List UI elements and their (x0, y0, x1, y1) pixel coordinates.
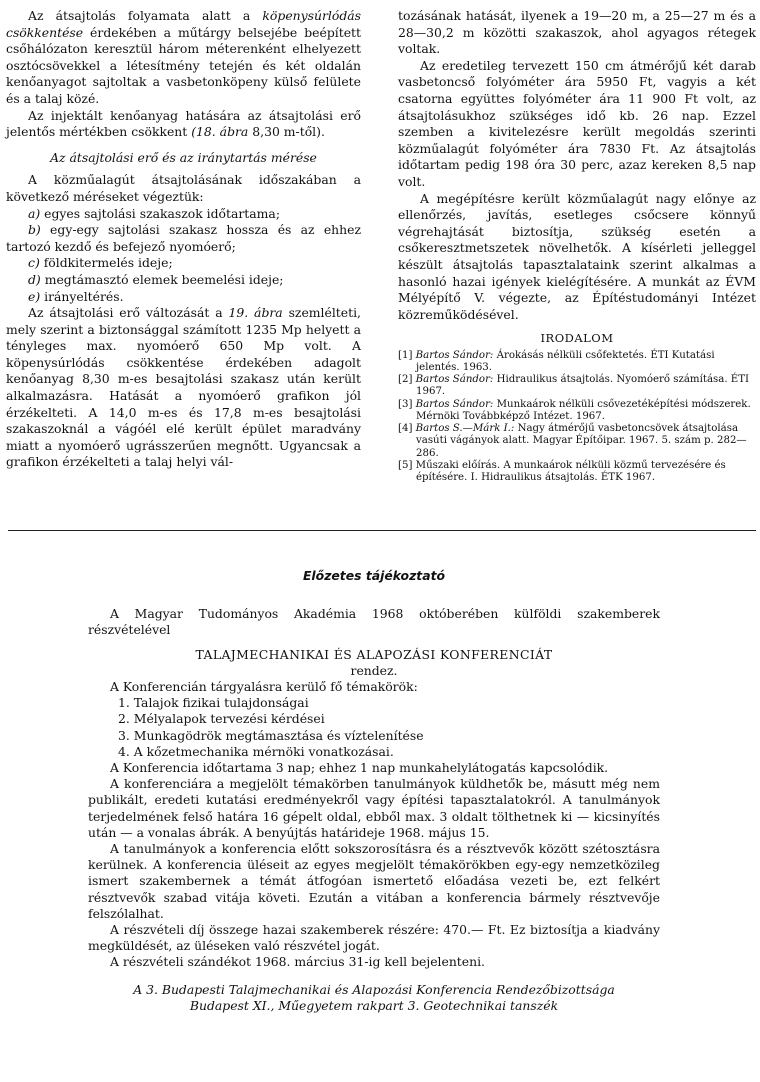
notice-title: Előzetes tájékoztató (302, 568, 446, 583)
list-item (6, 289, 361, 306)
ref-author: Bartos Sándor: (415, 374, 494, 386)
paragraph (6, 108, 361, 141)
topic-item: 4. A kőzetmechanika mérnöki vonatkozásai. (118, 743, 394, 759)
list-text: irányeltérés. (40, 288, 124, 304)
list-text: megtámasztó elemek beemelési ideje; (40, 271, 284, 287)
paragraph: A megépítésre került közműalagút nagy előnye az ellenőrzés, javítás, esetleges csőcsere könnyű végrehajtását biztosítja, szükség esetén a csőkeresztmetszetek növelhetők. A kísérleti jelleggel készült átsajtolás tapasztalataink szerint alkalmas a hasonló hazai igények kielégítésére. A munkát az ÉVM Mélyépítő V. végezte, az Építéstudományi Intézet közreműködésével. (398, 190, 756, 322)
paragraph: A tanulmányok a konferencia előtt sokszorosításra és a résztvevők között szétosztásra kerülnek. A konferencia üléseit az egyes megjelölt témakörökben egy-egy nemzetközileg ismert szakembernek a témát átfogóan ismertető előadása vezeti be, ezt felkért résztvevők szabad vitája követi. Ezután a vitában a konferencia bármely résztvevője felszólalhat. (88, 841, 660, 921)
figure-reference: (18. ábra (191, 124, 249, 140)
notice-rendez: rendez. (350, 662, 398, 678)
reference-item: [2] Bartos Sándor: Hidraulikus átsajtolás. Nyomóerő számítása. ÉTI 1967. (398, 374, 750, 398)
topic-item: 2. Mélyalapok tervezési kérdései (118, 711, 325, 727)
text: 8,30 m-től). (248, 124, 325, 140)
list-marker: a) (28, 205, 41, 221)
section-divider (8, 530, 756, 531)
list-text: egyes sajtolási szakaszok időtartama; (40, 205, 280, 221)
paragraph: A közműalagút átsajtolásának időszakában a következő méréseket végeztük: (6, 172, 361, 204)
notice-intro: A Magyar Tudományos Akadémia 1968 októberében külföldi szakemberek részvételével (88, 606, 660, 638)
paragraph: A részvételi díj összege hazai szakemberek részére: 470.— Ft. Ez biztosítja a kiadvány megküldését, az üléseken való részvétel jogát. (88, 922, 660, 954)
notice-section (88, 568, 660, 1014)
list-text: egy-egy sajtolási szakasz hossza és az ehhez tartozó kezdő és befejező nyomóerő; (6, 222, 361, 254)
signature-line: A 3. Budapesti Talajmechanikai és Alapozási Konferencia Rendezőbizottsága (133, 981, 615, 997)
right-column (398, 8, 756, 484)
topic-item: 1. Talajok fizikai tulajdonságai (118, 695, 309, 711)
list-marker: b) (28, 222, 41, 238)
conference-name: TALAJMECHANIKAI ÉS ALAPOZÁSI KONFERENCIÁT (195, 646, 553, 662)
list-marker: e) (28, 288, 41, 304)
topic-item: 3. Munkagödrök megtámasztása és víztelenítése (118, 727, 424, 743)
list-marker: d) (28, 271, 41, 287)
left-column (6, 8, 361, 471)
list-text: földkitermelés ideje; (39, 255, 173, 271)
ref-author: Bartos S.—Márk I.: (415, 423, 515, 435)
paragraph: A Konferencia időtartama 3 nap; ehhez 1 nap munkahelylátogatás kapcsolódik. (110, 760, 609, 776)
reference-item: [5] Műszaki előírás. A munkaárok nélküli közmű tervezésére és építésére. I. Hidraulikus átsajtolás. ÉTK 1967. (398, 459, 726, 483)
references-heading: IRODALOM (540, 331, 614, 346)
text: Az injektált kenőanyag hatására az átsajtolási erő jelentős mértékben csökkent (6, 107, 361, 140)
ref-author: Bartos Sándor: (415, 349, 494, 361)
reference-item: [1] Bartos Sándor: Árokásás nélküli csőfektetés. ÉTI Kutatási jelentés. 1963. (398, 349, 715, 374)
paragraph: A részvételi szándékot 1968. március 31-ig kell bejelenteni. (110, 954, 485, 970)
text: Az átsajtolási erő változását a (28, 305, 229, 321)
text: érdekében a műtárgy belsejébe beépített csőhálózaton keresztül három méterenként elhelyezett osztócsövekkel a létesítmény tetején és két oldalán kenőanyagot sajtoltak a vasbetonköpeny külső felülete és a talaj közé. (6, 24, 361, 106)
reference-item: [4] Bartos S.—Márk I.: Nagy átmérőjű vasbetoncsövek átsajtolása vasúti vágányok alatt. Magyar Építőipar. 1967. 5. szám p. 282—286. (398, 423, 747, 459)
paragraph: tozásának hatását, ilyenek a 19—20 m, a 25—27 m és a 28—30,2 m közötti szakaszok, ahol agyagos rétegek voltak. (398, 8, 756, 57)
text: Az átsajtolás folyamata alatt a (28, 8, 263, 23)
text: szemlélteti, mely szerint a biztonsággal számított 1235 Mp helyett a tényleges max. nyomóerő 650 Mp volt. A köpenysúrlódás csökkentése érdekében adagolt kenőanyag 8,30 m-es besajtolási szakasz után került alkalmazásra. Hatását a nyomóerő grafikon jól érzékelteti. A 14,0 m-es és 17,8 m-es besajtolási szakaszoknál a vágóél elé került épület maradvány miatt a nyomóerő ugrásszerűen megnőtt. Ugyancsak a grafikon érzékelteti a talaj helyi vál- (6, 305, 361, 470)
reference-item: [3] Bartos Sándor: Munkaárok nélküli csővezetéképítési módszerek. Mérnöki Továbbképző Intézet. 1967. (398, 398, 751, 422)
list-item (6, 222, 361, 255)
paragraph: A konferenciára a megjelölt témakörben tanulmányok küldhetők be, másutt még nem publikált, eredeti kutatási eredményekről vagy építési tapasztalatokról. A tanulmányok terjedelmének felső határa 16 gépelt oldal, ebből max. 3 oldalt tölthetnek ki — kicsinyítés után — a vonalas ábrák. A benyújtás határideje 1968. május 15. (88, 776, 660, 840)
emphasis: köpenysúrlódás csökkentése (6, 8, 361, 40)
paragraph (6, 8, 361, 108)
figure-reference: 19. ábra (228, 305, 283, 321)
list-item (6, 255, 361, 272)
list-item (6, 206, 361, 223)
section-subtitle: Az átsajtolási erő és az iránytartás mérése (50, 149, 317, 165)
list-item (6, 272, 361, 289)
list-marker: c) (28, 255, 40, 271)
paragraph (6, 305, 361, 471)
signature-address: Budapest XI., Műegyetem rakpart 3. Geotechnikai tanszék (189, 997, 559, 1013)
ref-author: Bartos Sándor: (415, 398, 494, 410)
topics-intro: A Konferencián tárgyalásra kerülő fő témakörök: (110, 679, 418, 695)
paragraph: Az eredetileg tervezett 150 cm átmérőjű két darab vasbetoncső folyóméter ára 5950 Ft, vagyis a két csatorna együttes folyóméter ára 11 900 Ft volt, az átsajtolásukhoz szükséges idő kb. 26 nap. Ezzel szemben a kivitelezésre került megoldás szerinti közműalagút folyóméter ára 7830 Ft. Az átsajtolás időtartam pedig 198 óra 30 perc, azaz kereken 8,5 nap volt. (398, 57, 756, 189)
